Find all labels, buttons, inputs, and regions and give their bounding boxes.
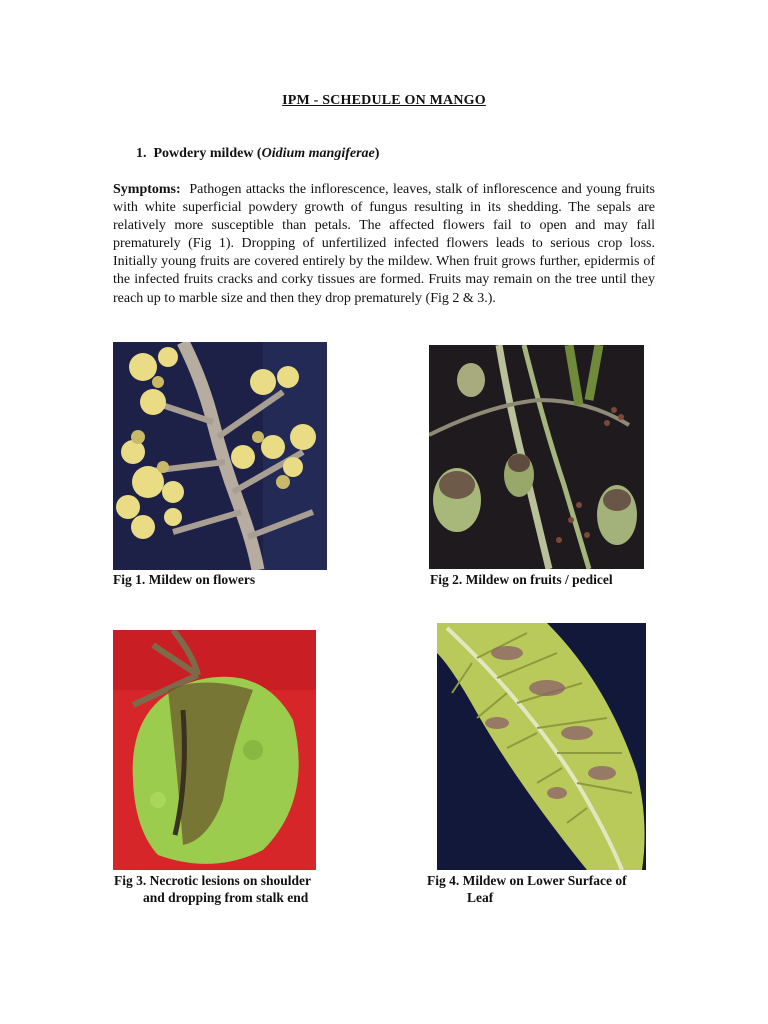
figure-3-caption-line2: and dropping from stalk end — [143, 890, 309, 905]
section-name: Powdery mildew ( — [153, 146, 262, 161]
figure-2-fruits-photo — [429, 345, 644, 569]
page-title: IPM - SCHEDULE ON MANGO — [282, 93, 486, 108]
figure-3-fruit-photo — [113, 630, 316, 870]
section-number: 1. — [136, 146, 147, 161]
section-close: ) — [374, 146, 380, 161]
symptoms-text: Pathogen attacks the inflorescence, leaves, stalk of inflorescence and young fruits with white superficial powdery growth of fungus resulting in its shedding. The sepals are relatively more susceptible than petals. The affected flowers fail to open and may fall prematurely (Fig 1). Dropping of unfertilized infected flowers leads to serious crop loss. Initially young fruits are covered entirely by the mildew. When fruit grows further, epidermis of the infected fruits cracks and corky tissues are formed. Fruits may remain on the tree until they reach up to marble size and then they drop prematurely (Fig 2 & 3.). — [113, 182, 656, 306]
figure-1-caption: Fig 1. Mildew on flowers — [113, 572, 256, 587]
figure-1-flowers-photo — [113, 342, 327, 570]
scientific-name: Oidium mangiferae — [261, 146, 375, 161]
symptoms-label: Symptoms: — [113, 182, 181, 197]
symptoms-paragraph — [113, 181, 655, 308]
figure-4-caption-line2: Leaf — [467, 890, 494, 905]
figure-4-caption-line1: Fig 4. Mildew on Lower Surface of — [427, 873, 627, 888]
figure-2-caption: Fig 2. Mildew on fruits / pedicel — [430, 572, 613, 587]
section-heading — [136, 146, 379, 162]
figure-3-caption-line1: Fig 3. Necrotic lesions on shoulder — [114, 873, 311, 888]
figure-4-leaf-photo — [437, 623, 646, 870]
